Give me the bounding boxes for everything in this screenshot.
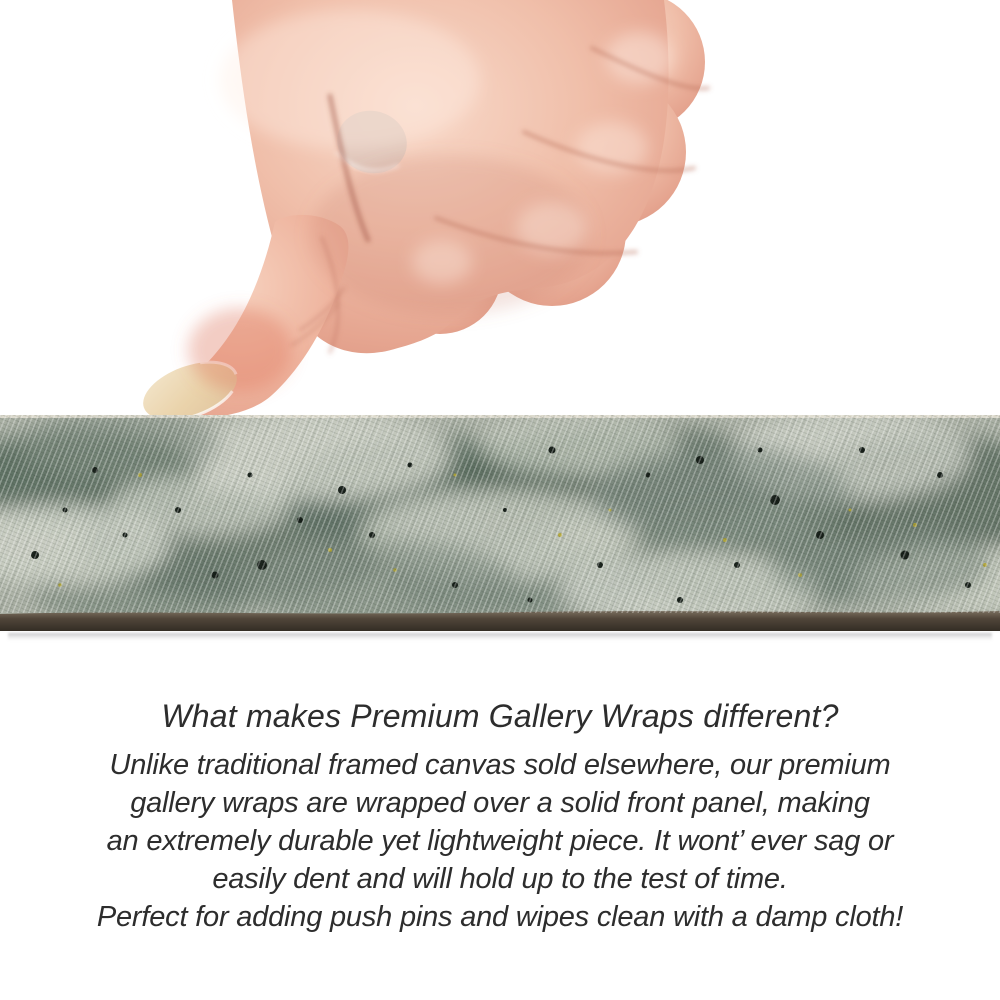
body-line: Perfect for adding push pins and wipes clean with a damp cloth! [96, 901, 904, 933]
canvas-edge-photo [0, 415, 1000, 633]
body-line: easily dent and will hold up to the test of time. [212, 863, 788, 895]
description-block [0, 696, 1000, 936]
hand-photo [0, 0, 1000, 420]
body-line: an extremely durable yet lightweight piece. It wont’ ever sag or [106, 825, 894, 857]
canvas-bottom-edge [0, 611, 1000, 633]
panel-cast-shadow [8, 633, 992, 641]
body-line: Unlike traditional framed canvas sold elsewhere, our premium [109, 749, 891, 781]
body-line: gallery wraps are wrapped over a solid front panel, making [130, 787, 870, 819]
canvas-texture [0, 415, 1000, 633]
headline: What makes Premium Gallery Wraps different? [161, 698, 839, 734]
